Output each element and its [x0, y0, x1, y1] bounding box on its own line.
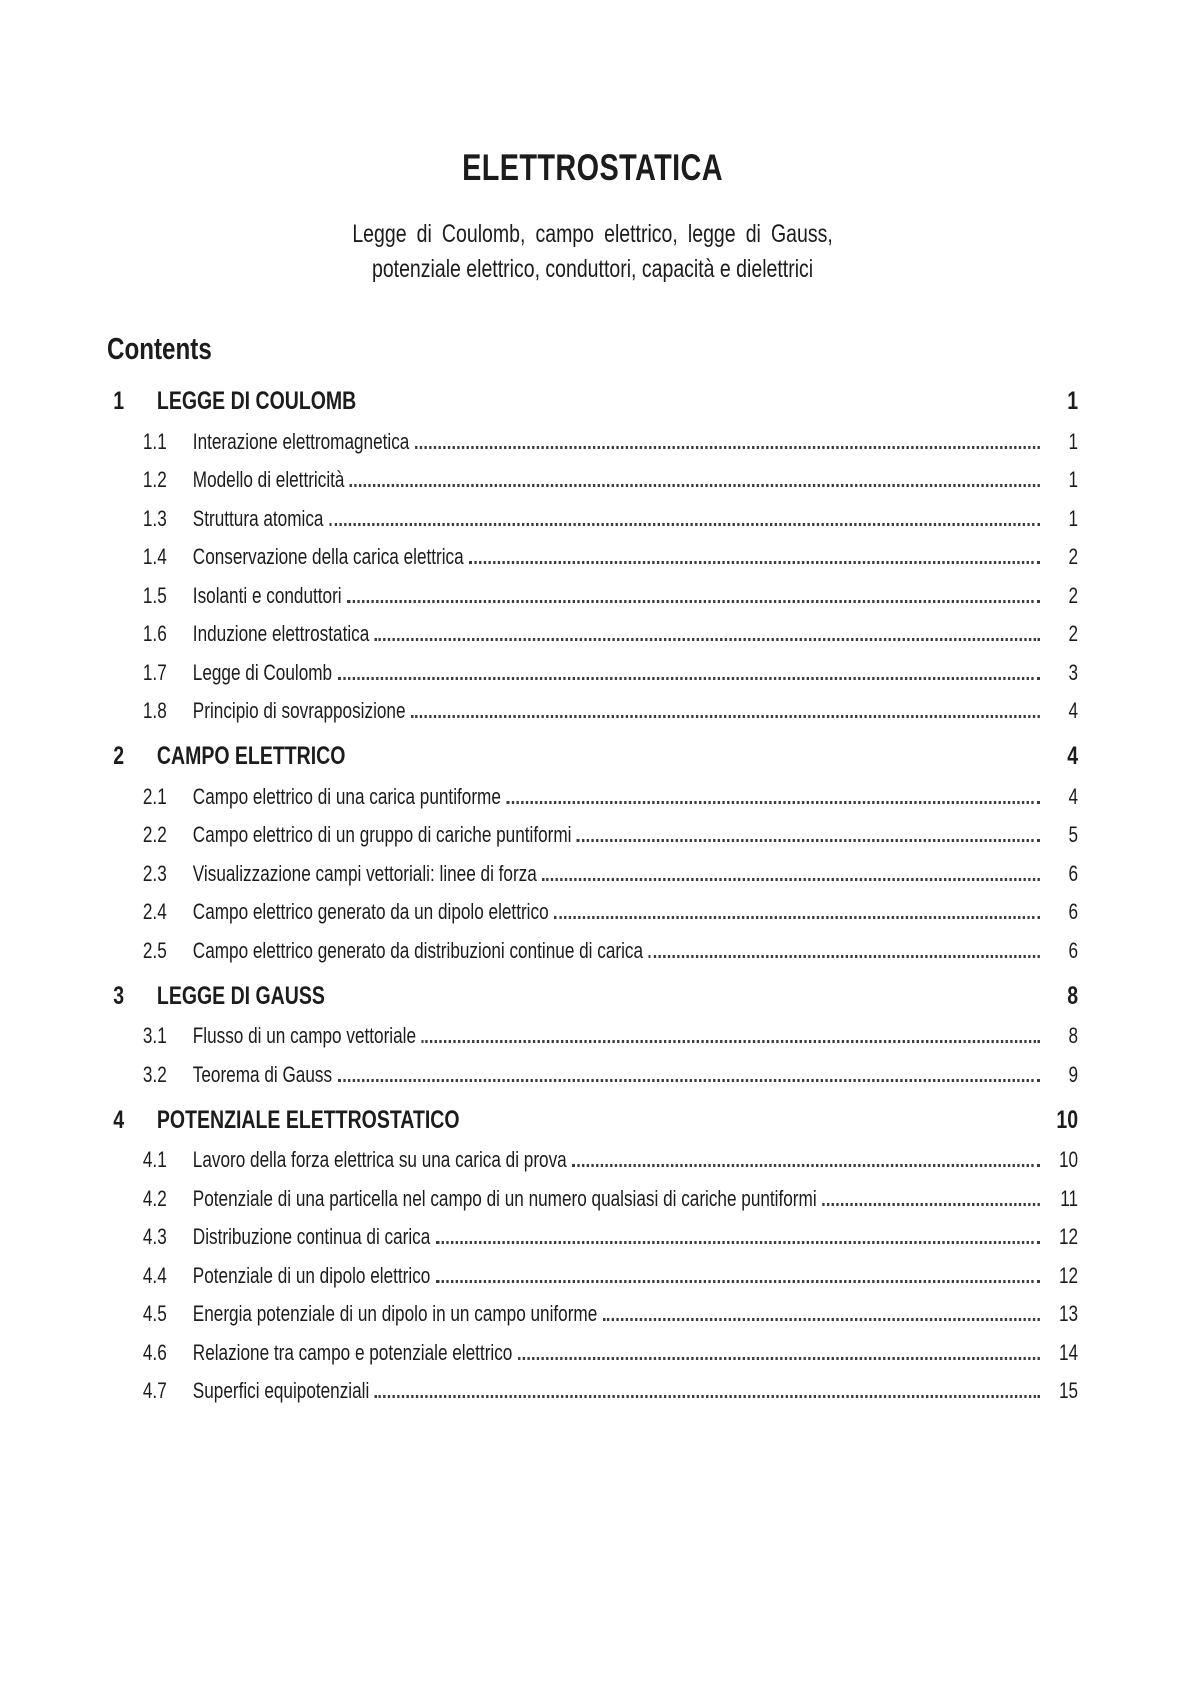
table-of-contents: [107, 389, 1078, 1402]
toc-item-row[interactable]: [107, 824, 1078, 846]
item-title: Teorema di Gauss: [192, 1061, 333, 1087]
item-page-number: 2: [1068, 582, 1079, 608]
item-title: Energia potenziale di un dipolo in un campo uniforme: [192, 1301, 598, 1326]
item-number: 3.2: [142, 1061, 167, 1087]
item-title: Struttura atomica: [192, 505, 324, 531]
item-number: 2.1: [142, 783, 167, 809]
toc-section-row[interactable]: [107, 981, 1079, 1010]
dot-leader: [518, 1356, 1040, 1360]
item-number: 1.8: [142, 698, 167, 723]
item-page-number: 15: [1059, 1378, 1079, 1403]
item-page-number: 6: [1068, 899, 1079, 924]
item-title: Lavoro della forza elettrica su una carica di prova: [192, 1147, 567, 1172]
section-number: 4: [113, 1105, 125, 1134]
section-page-number: 8: [1067, 981, 1079, 1010]
document-page: [107, 0, 1078, 1402]
toc-item-row[interactable]: [107, 783, 1079, 809]
item-page-number: 12: [1059, 1224, 1079, 1249]
toc-section-row[interactable]: [107, 389, 1078, 414]
dot-leader: [350, 483, 1040, 487]
section-page-number: 4: [1067, 742, 1079, 770]
toc-section: [107, 389, 1078, 722]
toc-item-row[interactable]: [107, 1303, 1078, 1325]
dot-leader: [338, 1078, 1040, 1082]
toc-item-row[interactable]: [107, 469, 1078, 491]
toc-item-row[interactable]: [107, 428, 1079, 454]
toc-item-row[interactable]: [107, 937, 1079, 963]
dot-leader: [411, 714, 1040, 718]
section-title: POTENZIALE ELETTROSTATICO: [156, 1105, 460, 1134]
toc-item-row[interactable]: [107, 860, 1079, 886]
item-page-number: 1: [1068, 467, 1079, 492]
dot-leader: [554, 915, 1040, 919]
dot-leader: [421, 1039, 1039, 1043]
item-number: 2.4: [142, 899, 167, 924]
item-page-number: 3: [1068, 659, 1079, 685]
item-page-number: 11: [1060, 1185, 1079, 1211]
item-page-number: 4: [1068, 698, 1079, 723]
item-number: 4.6: [142, 1339, 167, 1365]
contents-heading: Contents: [107, 331, 212, 366]
section-page-number: 10: [1056, 1105, 1079, 1134]
item-title: Potenziale di un dipolo elettrico: [192, 1262, 431, 1288]
dot-leader: [375, 1394, 1040, 1398]
toc-section-items: [107, 783, 1079, 963]
item-number: 4.4: [142, 1262, 167, 1288]
item-page-number: 8: [1068, 1023, 1079, 1048]
toc-item-row[interactable]: [107, 1149, 1078, 1171]
section-page-number: 1: [1067, 387, 1079, 415]
dot-leader: [338, 676, 1040, 680]
item-page-number: 14: [1059, 1339, 1079, 1365]
section-number: 2: [113, 742, 125, 770]
item-page-number: 13: [1059, 1301, 1079, 1326]
item-page-number: 2: [1068, 621, 1079, 646]
item-number: 2.5: [142, 937, 167, 963]
toc-item-row[interactable]: [107, 582, 1079, 608]
toc-item-row[interactable]: [107, 1262, 1079, 1288]
toc-item-row[interactable]: [107, 659, 1079, 685]
toc-item-row[interactable]: [107, 901, 1078, 923]
item-page-number: 12: [1059, 1262, 1079, 1288]
item-number: 1.5: [142, 582, 167, 608]
toc-item-row[interactable]: [107, 546, 1078, 568]
dot-leader: [415, 445, 1040, 449]
section-title: LEGGE DI GAUSS: [156, 981, 325, 1010]
toc-item-row[interactable]: [107, 700, 1078, 722]
item-number: 3.1: [142, 1023, 167, 1048]
toc-item-row[interactable]: [107, 1339, 1079, 1365]
item-page-number: 6: [1068, 937, 1079, 963]
dot-leader: [375, 637, 1040, 641]
toc-item-row[interactable]: [107, 1061, 1079, 1087]
section-number: 1: [113, 387, 125, 415]
item-title: Modello di elettricità: [192, 467, 345, 492]
toc-section-row[interactable]: [107, 744, 1078, 769]
section-title: CAMPO ELETTRICO: [156, 742, 346, 770]
item-page-number: 1: [1068, 428, 1079, 454]
item-number: 4.5: [142, 1301, 167, 1326]
item-number: 1.4: [142, 544, 167, 569]
subtitle-line-1: Legge di Coulomb, campo elettrico, legge di Gauss,: [352, 220, 833, 248]
item-title: Campo elettrico generato da un dipolo elettrico: [192, 899, 549, 924]
section-number: 3: [113, 981, 125, 1010]
toc-section-items: [107, 428, 1079, 723]
dot-leader: [469, 560, 1040, 564]
page-subtitle: [107, 217, 1078, 287]
item-title: Principio di sovrapposizione: [192, 698, 406, 723]
item-title: Conservazione della carica elettrica: [192, 544, 464, 569]
dot-leader: [648, 954, 1039, 958]
item-title: Relazione tra campo e potenziale elettrico: [192, 1339, 513, 1365]
dot-leader: [603, 1317, 1040, 1321]
item-page-number: 5: [1068, 822, 1079, 847]
item-page-number: 9: [1068, 1061, 1079, 1087]
item-title: Campo elettrico di una carica puntiforme: [192, 783, 501, 809]
item-title: Interazione elettromagnetica: [192, 428, 410, 454]
toc-section: [107, 1105, 1079, 1403]
item-number: 1.7: [142, 659, 167, 685]
item-title: Isolanti e conduttori: [192, 582, 342, 608]
item-number: 4.7: [142, 1378, 167, 1403]
item-title: Flusso di un campo vettoriale: [192, 1023, 416, 1048]
page-title: ELETTROSTATICA: [462, 147, 724, 188]
toc-item-row[interactable]: [107, 1025, 1078, 1047]
item-number: 1.6: [142, 621, 167, 646]
item-title: Campo elettrico di un gruppo di cariche puntiformi: [192, 822, 572, 847]
toc-section-row[interactable]: [107, 1105, 1079, 1134]
item-title: Potenziale di una particella nel campo di un numero qualsiasi di cariche puntiformi: [192, 1185, 817, 1211]
toc-item-row[interactable]: [107, 623, 1078, 645]
item-number: 1.2: [142, 467, 167, 492]
item-number: 4.3: [142, 1224, 167, 1249]
item-number: 1.1: [142, 428, 167, 454]
toc-section-items: [107, 1025, 1078, 1086]
item-number: 2.3: [142, 860, 167, 886]
toc-section: [107, 744, 1078, 962]
item-page-number: 6: [1068, 860, 1079, 886]
dot-leader: [436, 1279, 1040, 1283]
item-number: 4.2: [142, 1185, 167, 1211]
item-title: Superfici equipotenziali: [192, 1378, 370, 1403]
item-number: 4.1: [142, 1147, 167, 1172]
toc-section: [107, 981, 1079, 1087]
item-page-number: 2: [1068, 544, 1079, 569]
item-number: 2.2: [142, 822, 167, 847]
dot-leader: [577, 838, 1040, 842]
item-title: Campo elettrico generato da distribuzioni continue di carica: [192, 937, 644, 963]
item-title: Visualizzazione campi vettoriali: linee di forza: [192, 860, 537, 886]
dot-leader: [822, 1202, 1040, 1206]
subtitle-line-2: potenziale elettrico, conduttori, capacità e dielettrici: [371, 255, 814, 283]
dot-leader: [572, 1163, 1040, 1167]
dot-leader: [506, 800, 1040, 804]
dot-leader: [329, 522, 1040, 526]
toc-section-items: [107, 1149, 1078, 1402]
item-page-number: 1: [1068, 505, 1079, 531]
item-page-number: 10: [1059, 1147, 1079, 1172]
item-title: Induzione elettrostatica: [192, 621, 370, 646]
dot-leader: [436, 1240, 1040, 1244]
item-title: Legge di Coulomb: [192, 659, 333, 685]
dot-leader: [347, 599, 1040, 603]
item-page-number: 4: [1068, 783, 1079, 809]
dot-leader: [542, 877, 1040, 881]
toc-item-row[interactable]: [107, 505, 1079, 531]
item-number: 1.3: [142, 505, 167, 531]
toc-item-row[interactable]: [107, 1380, 1078, 1402]
section-title: LEGGE DI COULOMB: [156, 387, 357, 415]
toc-item-row[interactable]: [107, 1226, 1078, 1248]
item-title: Distribuzione continua di carica: [192, 1224, 431, 1249]
toc-item-row[interactable]: [107, 1185, 1079, 1211]
